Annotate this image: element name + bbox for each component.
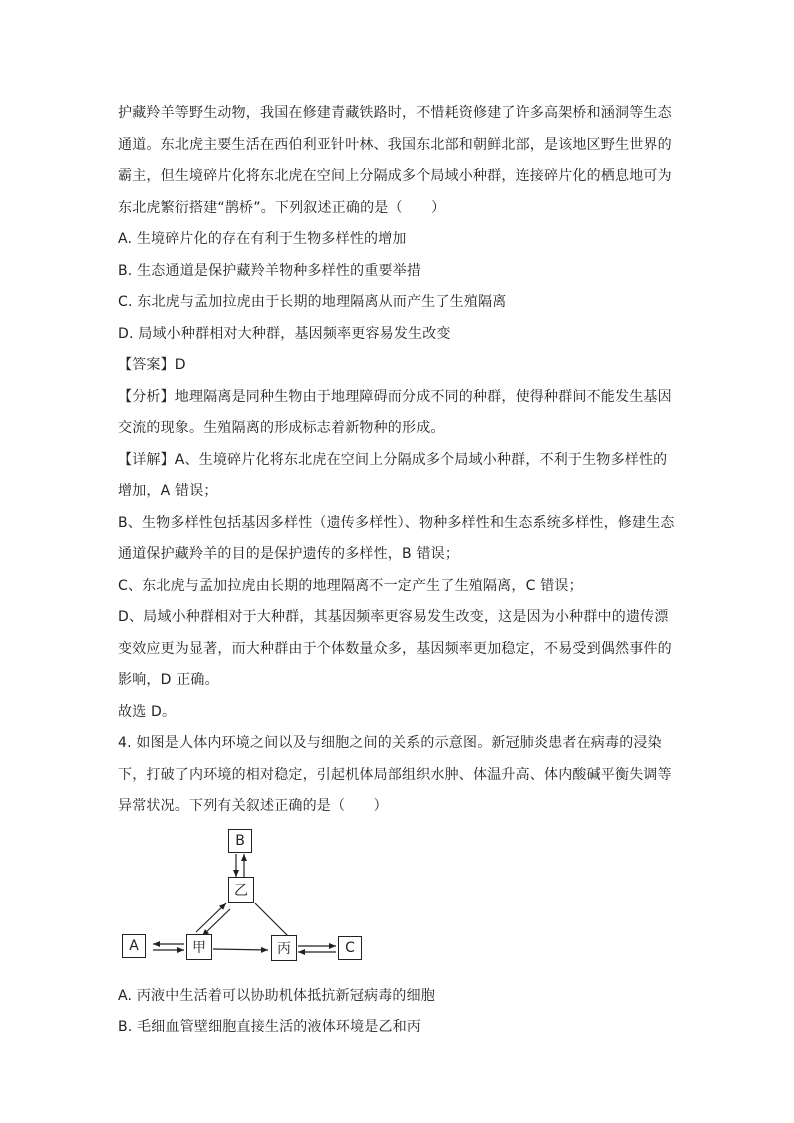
option-b: B. 毛细血管壁细胞直接生活的液体环境是乙和丙 bbox=[118, 1019, 422, 1035]
node-yi: 乙 bbox=[228, 877, 254, 903]
body-fluid-diagram bbox=[118, 829, 418, 979]
option-d: D. 局域小种群相对大种群，基因频率更容易发生改变 bbox=[118, 325, 451, 342]
option-b: B. 生态通道是保护藏羚羊物种多样性的重要举措 bbox=[118, 262, 422, 279]
option-c: C. 东北虎与孟加拉虎由于长期的地理隔离从而产生了生殖隔离 bbox=[118, 294, 507, 310]
detail-line: 影响，D 正确。 bbox=[118, 672, 219, 688]
detail-line: B、生物多样性包括基因多样性（遗传多样性）、物种多样性和生态系统多样性，修建生态 bbox=[118, 514, 675, 531]
answer-line: 【答案】D bbox=[118, 357, 186, 373]
node-bing: 丙 bbox=[271, 935, 297, 961]
node-a: A bbox=[122, 934, 146, 958]
analysis-line: 交流的现象。生殖隔离的形成标志着新物种的形成。 bbox=[118, 420, 445, 436]
text-line: 护藏羚羊等野生动物，我国在修建青藏铁路时，不惜耗资修建了许多高架桥和涵洞等生态 bbox=[118, 105, 672, 121]
question-line: 下，打破了内环境的相对稳定，引起机体局部组织水肿、体温升高、体内酸碱平衡失调等 bbox=[118, 766, 672, 783]
text-line: 东北虎繁衍搭建“鹊桥”。下列叙述正确的是（ ） bbox=[118, 199, 446, 216]
detail-line: 【详解】A、生境碎片化将东北虎在空间上分隔成多个局域小种群，不利于生物多样性的 bbox=[118, 451, 668, 468]
detail-line: D、局域小种群相对于大种群，其基因频率更容易发生改变，这是因为小种群中的遗传漂 bbox=[118, 609, 669, 625]
detail-line: 增加，A 错误； bbox=[118, 483, 218, 499]
arrow-bing-to-yi bbox=[255, 903, 288, 936]
detail-line: C、东北虎与孟加拉虎由长期的地理隔离不一定产生了生殖隔离，C 错误； bbox=[118, 577, 583, 594]
question-line: 异常状况。下列有关叙述正确的是（ ） bbox=[118, 798, 388, 814]
option-a: A. 丙液中生活着可以协助机体抵抗新冠病毒的细胞 bbox=[118, 987, 436, 1004]
diagram-arrows bbox=[118, 829, 418, 979]
text-line: 霸主，但生境碎片化将东北虎在空间上分隔成多个局域小种群，连接碎片化的栖息地可为 bbox=[118, 168, 672, 184]
analysis-line: 【分析】地理隔离是同种生物由于地理障碍而分成不同的种群，使得种群间不能发生基因 bbox=[118, 388, 672, 405]
node-jia: 甲 bbox=[186, 934, 212, 960]
node-b: B bbox=[228, 829, 252, 853]
conclusion-line: 故选 D。 bbox=[118, 703, 177, 720]
document-page bbox=[118, 98, 678, 1044]
arrow-jia-to-bing bbox=[213, 949, 268, 950]
option-a: A. 生境碎片化的存在有利于生物多样性的增加 bbox=[118, 231, 407, 247]
detail-line: 变效应更为显著，而大种群由于个体数量众多，基因频率更加稳定，不易受到偶然事件的 bbox=[118, 640, 672, 657]
text-line: 通道。东北虎主要生活在西伯利亚针叶林、我国东北部和朝鲜北部，是该地区野生世界的 bbox=[118, 136, 672, 153]
node-c: C bbox=[338, 936, 362, 960]
detail-line: 通道保护藏羚羊的目的是保护遗传的多样性，B 错误； bbox=[118, 546, 460, 562]
question-line: 4. 如图是人体内环境之间以及与细胞之间的关系的示意图。新冠肺炎患者在病毒的浸染 bbox=[118, 735, 662, 751]
